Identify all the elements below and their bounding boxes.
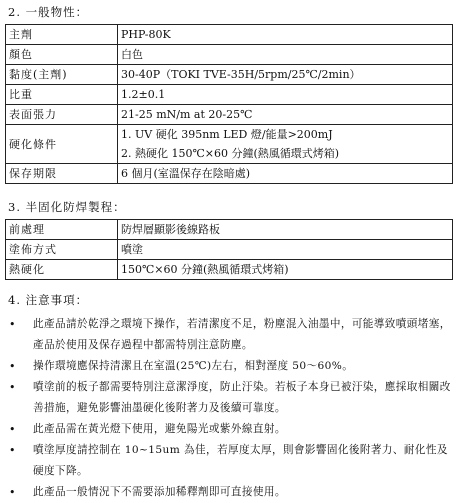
- property-label: 硬化條件: [6, 125, 118, 164]
- list-item: [8, 356, 454, 377]
- precaution-text: 此產品請於乾淨之環境下操作，若清潔度不足，粉塵混入油墨中，可能導致噴頭堵塞，產品於使用及保存過程中都需特別注意防塵。: [33, 318, 451, 351]
- precaution-text: 此產品一般情況下不需要添加稀釋劑即可直接使用。: [33, 486, 286, 498]
- property-label: 顏色: [6, 45, 118, 65]
- table-row: [6, 45, 453, 65]
- table-row: [6, 65, 453, 85]
- property-label: 黏度(主劑): [6, 65, 118, 85]
- table-row: [6, 105, 453, 125]
- process-value: 150℃×60 分鐘(熱風循環式烤箱): [118, 260, 453, 280]
- table-row: [6, 164, 453, 184]
- bullet-icon: •: [9, 444, 16, 457]
- bullet-icon: •: [9, 360, 16, 373]
- general-properties-table: [5, 24, 453, 184]
- property-label: 表面張力: [6, 105, 118, 125]
- property-label: 保存期限: [6, 164, 118, 184]
- property-value: [118, 125, 453, 164]
- bullet-icon: •: [9, 318, 16, 331]
- semi-cure-process-table: [5, 219, 453, 280]
- list-item: [8, 377, 454, 419]
- bullet-icon: •: [9, 381, 16, 394]
- process-label: 前處理: [6, 220, 118, 240]
- list-item: [8, 440, 454, 482]
- list-item: [8, 419, 454, 440]
- property-value: PHP-80K: [118, 25, 453, 45]
- precaution-text: 此產品需在黃光燈下使用，避免陽光或紫外線直射。: [33, 423, 286, 435]
- process-value: 防焊層顯影後線路板: [118, 220, 453, 240]
- bullet-icon: •: [9, 486, 16, 499]
- property-value: 白色: [118, 45, 453, 65]
- section-heading-precautions: 4. 注意事項：: [8, 293, 89, 307]
- table-row: [6, 85, 453, 105]
- property-value: 6 個月(室溫保存在陰暗處): [118, 164, 453, 184]
- table-row: [6, 240, 453, 260]
- table-row: [6, 25, 453, 45]
- property-value: 30-40P（TOKI TVE-35H/5rpm/25℃/2min）: [118, 65, 453, 85]
- property-label: 主劑: [6, 25, 118, 45]
- precaution-text: 噴塗厚度請控制在 10~15um 為佳，若厚度太厚，則會影響固化後附著力、耐化性及硬度下降。: [33, 444, 448, 477]
- section-heading-semi-cure-process: 3. 半固化防焊製程：: [8, 200, 126, 214]
- precautions-list: [8, 314, 454, 503]
- cure-condition-uv: 1. UV 硬化 395nm LED 燈/能量>200mJ: [121, 128, 333, 141]
- precaution-text: 操作環境應保持清潔且在室溫(25℃)左右，相對溼度 50～60%。: [33, 360, 354, 372]
- cure-condition-thermal: 2. 熱硬化 150℃×60 分鐘(熱風循環式烤箱): [121, 147, 340, 160]
- precaution-text: 噴塗前的板子都需要特別注意潔淨度，防止汙染。若板子本身已被汙染，應採取相關改善措施，避免影響油墨硬化後附著力及後續可靠度。: [33, 381, 451, 414]
- bullet-icon: •: [9, 423, 16, 436]
- property-value: 1.2±0.1: [118, 85, 453, 105]
- process-value: 噴塗: [118, 240, 453, 260]
- section-heading-general-properties: 2. 一般物性：: [8, 5, 89, 19]
- table-row: [6, 260, 453, 280]
- table-row: [6, 220, 453, 240]
- table-row: [6, 125, 453, 164]
- property-value: 21-25 mN/m at 20-25℃: [118, 105, 453, 125]
- process-label: 熱硬化: [6, 260, 118, 280]
- list-item: [8, 314, 454, 356]
- property-label: 比重: [6, 85, 118, 105]
- process-label: 塗佈方式: [6, 240, 118, 260]
- list-item: [8, 482, 454, 503]
